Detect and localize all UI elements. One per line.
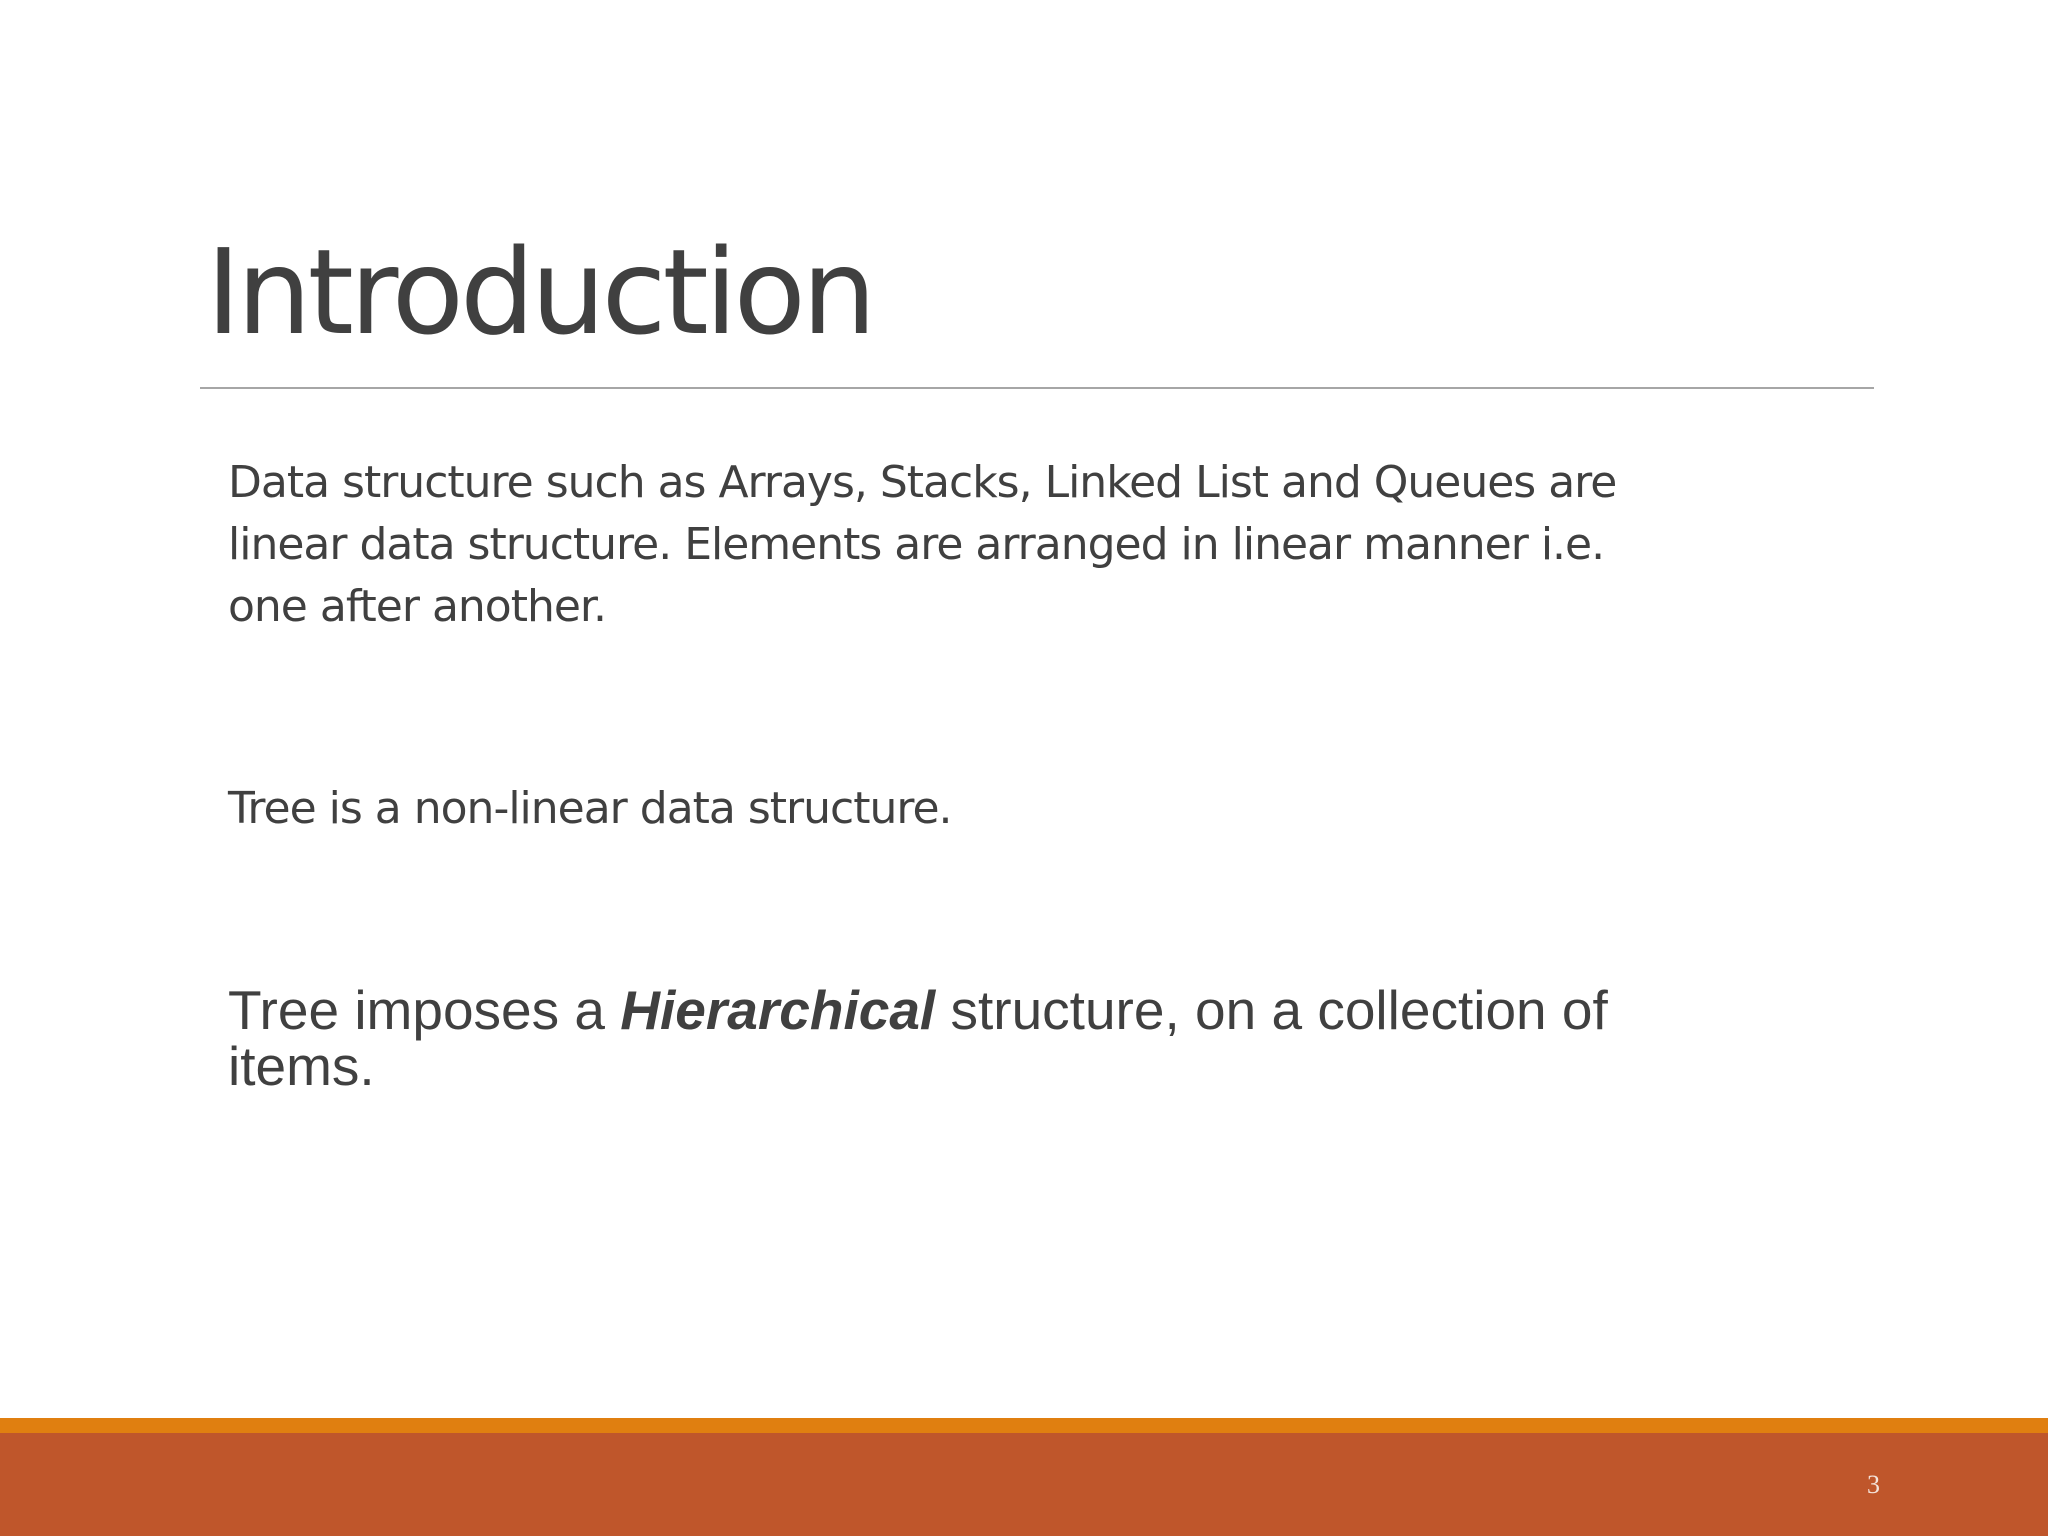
slide-number: 3 (1867, 1470, 1880, 1499)
title-divider (200, 387, 1874, 389)
paragraph-linear-structures: Data structure such as Arrays, Stacks, Linked List and Queues are linear data structure. Elements are arranged in linear manner i.e. one after another. (228, 457, 1617, 632)
footer-accent-stripe (0, 1418, 2048, 1433)
footer-band (0, 1433, 2048, 1536)
slide-title: Introduction (206, 223, 873, 361)
paragraph-tree-nonlinear: Tree is a non-linear data structure. (228, 783, 952, 834)
emphasis-hierarchical: Hierarchical (620, 979, 936, 1041)
paragraph-text-end: structure, on a collection of items. (228, 979, 1608, 1097)
paragraph-text-start: Tree imposes a (228, 979, 621, 1041)
paragraph-tree-hierarchical (228, 979, 1708, 1097)
